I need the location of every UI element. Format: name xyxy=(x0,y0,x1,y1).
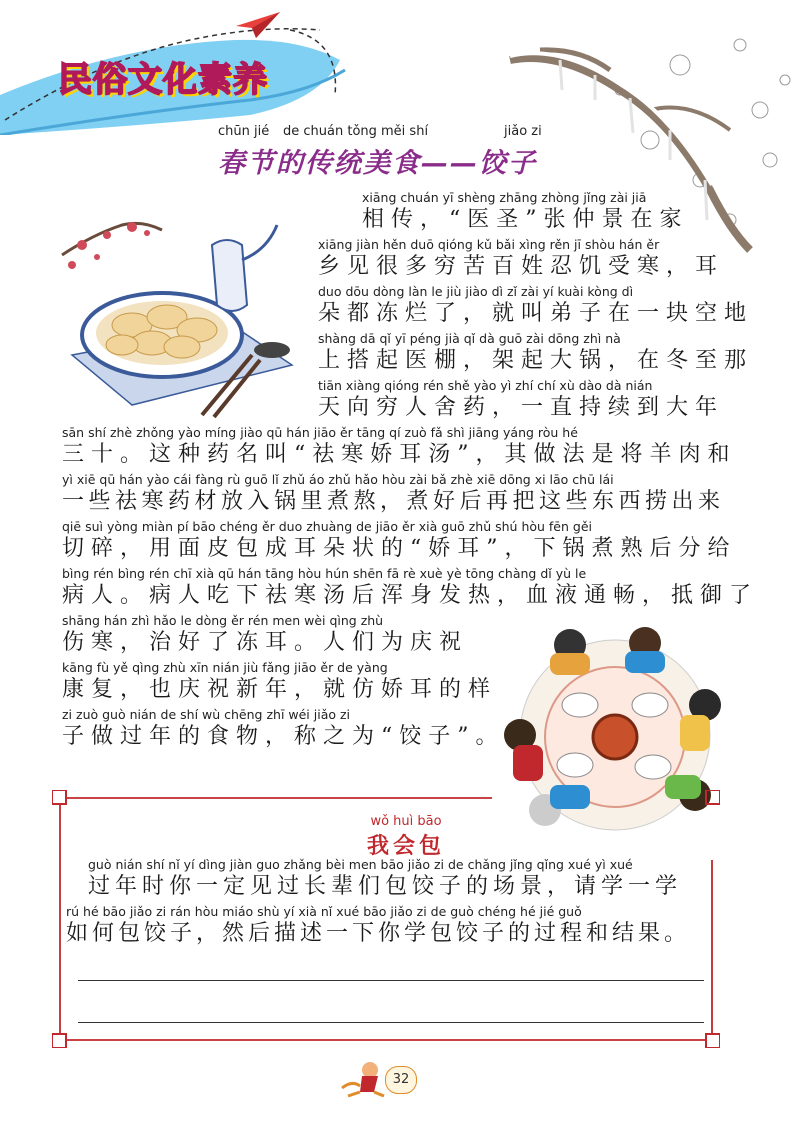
text-line: zi zuò guò nián de shí wù chēng zhī wéi jiǎo zi 子做过年的食物，称之为“饺子”。 xyxy=(62,707,505,749)
text-line: duo dōu dòng làn le jiù jiào dì zǐ zài yí kuài kòng dì 朵都冻烂了，就叫弟子在一块空地 xyxy=(318,284,754,326)
text-line: tiān xiàng qióng rén shě yào yì zhí chí xù dào dà nián 天向穷人舍药，一直持续到大年 xyxy=(318,378,725,420)
heading-pinyin-2: de chuán tǒng měi shí xyxy=(283,124,429,139)
text-line: kāng fù yě qìng zhù xīn nián jiù fǎng jiāo ěr de yàng 康复，也庆祝新年，就仿娇耳的样 xyxy=(62,660,498,702)
task-title-text: 我会包 xyxy=(366,834,445,859)
section-title: 民俗文化素养 xyxy=(58,60,268,100)
task-title-pinyin: wǒ huì bāo xyxy=(370,814,442,829)
text-line: shàng dā qǐ yī péng jià qǐ dà guō zài dōng zhì nà 上搭起医棚，架起大锅，在冬至那 xyxy=(318,331,754,373)
page-number: 32 xyxy=(385,1066,417,1094)
task-line: guò nián shí nǐ yí dìng jiàn guo zhǎng bèi men bāo jiǎo zi de chǎng jǐng qǐng xué yì xué 过年时你一定见过长辈们包饺子的场景，请学一学 xyxy=(88,857,683,899)
mascot-icon xyxy=(340,1058,390,1098)
text-line: xiāng chuán yī shèng zhāng zhòng jǐng zài jiā 相传，“医圣”张仲景在家 xyxy=(362,190,689,232)
text-line: qiē suì yòng miàn pí bāo chéng ěr duo zhuàng de jiāo ěr xià guō zhǔ shú hòu fēn gěi 切碎，用面皮包成耳朵状的“娇耳”，下锅煮熟后分给 xyxy=(62,519,737,561)
heading-pinyin-1: chūn jié xyxy=(218,124,270,139)
text-line: sān shí zhè zhǒng yào míng jiào qū hán jiāo ěr tāng qí zuò fǎ shì jiāng yáng ròu hé 三十。这种药名叫“祛寒娇耳汤”，其做法是将羊肉和 xyxy=(62,425,737,467)
text-line: shāng hán zhì hǎo le dòng ěr rén men wèi qìng zhù 伤寒，治好了冻耳。人们为庆祝 xyxy=(62,613,469,655)
task-title xyxy=(356,814,456,860)
task-line: rú hé bāo jiǎo zi rán hòu miáo shù yí xià nǐ xué bāo jiǎo zi de guò chéng hé jié guǒ 如何包饺子，然后描述一下你学包饺子的过程和结果。 xyxy=(66,904,691,946)
heading-pinyin-3: jiǎo zi xyxy=(504,124,542,139)
writing-line[interactable] xyxy=(78,980,704,981)
text-line: yì xiē qū hán yào cái fàng rù guō lǐ zhǔ áo zhǔ hǎo hòu zài bǎ zhè xiē dōng xi lāo chū lái 一些祛寒药材放入锅里煮熬，煮好后再把这些东西捞出来 xyxy=(62,472,725,514)
writing-line[interactable] xyxy=(78,1022,704,1023)
text-line: bìng rén bìng rén chī xià qū hán tāng hòu hún shēn fā rè xuè yè tōng chàng dǐ yù le 病人。病人吃下祛寒汤后浑身发热，血液通畅，抵御了 xyxy=(62,566,759,608)
text-line: xiāng jiàn hěn duō qióng kǔ bǎi xìng rěn jī shòu hán ěr 乡见很多穷苦百姓忍饥受寒，耳 xyxy=(318,237,725,279)
article-title: 春节的传统美食——饺子 xyxy=(218,148,537,179)
